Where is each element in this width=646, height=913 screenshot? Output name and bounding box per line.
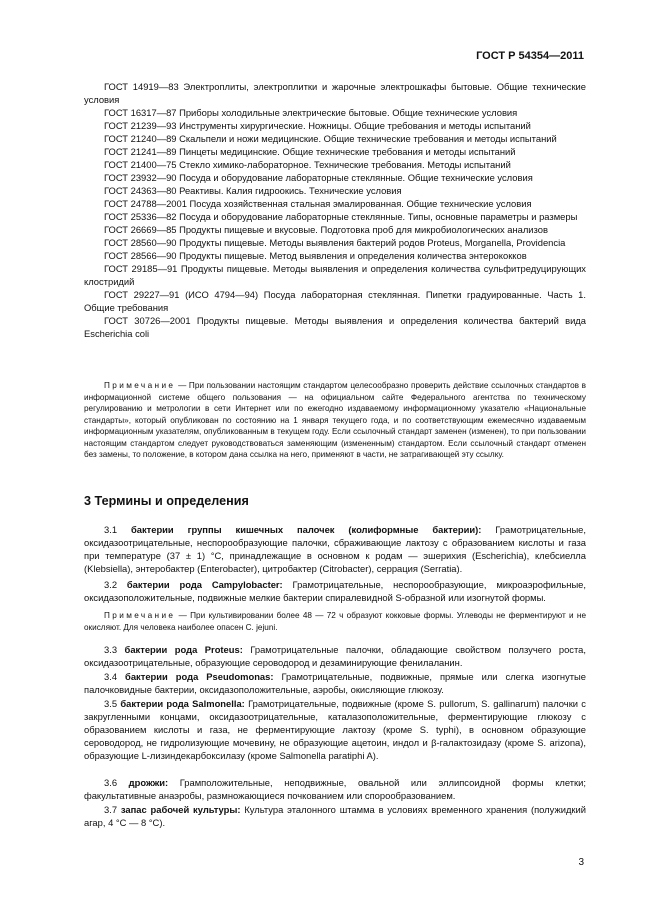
reference-item: ГОСТ 29185—91 Продукты пищевые. Методы выявления и определения количества сульфитредуцирующих клостридий <box>84 263 586 287</box>
definition-3-2 <box>84 578 586 604</box>
note-text: — При культивировании более 48 — 72 ч образуют кокковые формы. Углеводы не ферментируют и не окисляют. Для человека наиболее опасен C. jejuni. <box>84 611 586 632</box>
definition-term: бактерии рода Proteus: <box>124 644 243 655</box>
reference-item: ГОСТ 16317—87 Приборы холодильные электрические бытовые. Общие технические условия <box>104 107 518 118</box>
definition-term: бактерии рода Salmonella: <box>120 698 245 709</box>
definition-text: Грамположительные, неподвижные, овальной или эллипсоидной формы клетки; факультативные анаэробы, размножающиеся почкованием или спорообразованием. <box>84 777 587 801</box>
definition-text: Грамотрицательные, неспорообразующие, микроаэрофильные, оксидазоположительные, подвижные мелкие бактерии спиралевидной S-образной или изогнутой формы. <box>84 579 587 603</box>
reference-item: ГОСТ 24788—2001 Посуда хозяйственная стальная эмалированная. Общие технические условия <box>104 198 532 209</box>
definition-number: 3.2 <box>104 579 118 590</box>
definition-number: 3.5 <box>104 698 118 709</box>
reference-item: ГОСТ 29227—91 (ИСО 4794—94) Посуда лабораторная стеклянная. Пипетки градуированные. Часть 1. Общие требования <box>84 289 586 313</box>
reference-item: ГОСТ 23932—90 Посуда и оборудование лабораторные стеклянные. Общие технические условия <box>104 172 533 183</box>
reference-item: ГОСТ 14919—83 Электроплиты, электроплитки и жарочные электрошкафы бытовые. Общие технические условия <box>84 81 586 105</box>
definition-text: Культура эталонного штамма в условиях временного хранения (полужидкий агар, 4 °С — 8 °С). <box>84 804 586 828</box>
campylobacter-note <box>84 610 586 633</box>
definition-number: 3.7 <box>104 804 118 815</box>
reference-item: ГОСТ 28560—90 Продукты пищевые. Методы выявления бактерий родов Proteus, Morganella, Providencia <box>104 237 566 248</box>
reference-item: ГОСТ 26669—85 Продукты пищевые и вкусовые. Подготовка проб для микробиологических анализов <box>104 224 548 235</box>
definition-text: Грамотрицательные палочки, обладающие свойством ползучего роста, оксидазоотрицательные, образующие сероводород и дезаминирующие фенилаланин. <box>84 644 586 668</box>
definition-text: Грамотрицательные, подвижные (кроме S. pullorum, S. gallinarum) палочки с закругленными концами, оксидазоотрицательные, каталазоположительные, ферментирующие глюкозу с образованием кислоты и газа, не ферментирующие лактозу (кроме S. typhi), в основном образующие сероводород, не гидролизующие мочевину, не образующие ацетоин, индол и β-галактозидазу (кроме S. arizona), образующие L-лизиндекарбоксилазу (кроме Salmonella paratiphi A). <box>84 698 586 761</box>
definition-term: бактерии рода Campylobacter: <box>126 579 283 590</box>
reference-item: ГОСТ 30726—2001 Продукты пищевые. Методы выявления и определения количества бактерий вида Escherichia coli <box>84 315 586 339</box>
definition-text: Грамотрицательные, оксидазоотрицательные, неспорообразующие палочки, сбраживающие лактозу с образованием кислоты и газа при температуре (37 ± 1) °С, принадлежащие в основном к родам — эшерихия (Escherichia), клебсиелла (Klebsiella), энтеробактер (Enterobacter), цитробактер (Citrobacter), серрация (Serratia). <box>84 524 586 574</box>
definition-term: бактерии группы кишечных палочек (колиформные бактерии): <box>130 524 482 535</box>
definition-3-4 <box>84 670 586 696</box>
note-label: Примечание <box>104 611 176 620</box>
document-id-header: ГОСТ Р 54354—2011 <box>476 50 584 62</box>
definition-text: Грамотрицательные, подвижные, прямые или слегка изогнутые палочковидные бактерии, оксидазоположительные, аэробы, окисляющие глюкозу. <box>84 671 587 695</box>
definition-number: 3.3 <box>104 644 118 655</box>
definition-number: 3.6 <box>104 777 118 788</box>
reference-item: ГОСТ 24363—80 Реактивы. Калия гидроокись. Технические условия <box>104 185 402 196</box>
reference-list <box>84 80 586 340</box>
reference-item: ГОСТ 21400—75 Стекло химико-лабораторное. Технические требования. Методы испытаний <box>104 159 511 170</box>
references-note <box>84 380 586 461</box>
definition-term: бактерии рода Pseudomonas: <box>125 671 274 682</box>
definition-term: дрожжи: <box>128 777 169 788</box>
reference-item: ГОСТ 21241—89 Пинцеты медицинские. Общие технические требования и методы испытаний <box>104 146 516 157</box>
page-number: 3 <box>578 857 584 868</box>
note-text: — При пользовании настоящим стандартом целесообразно проверить действие ссылочных стандартов в информационной системе общего пользования — на официальном сайте Федерального агентства по техническому регулированию и метрологии в сети Интернет или по ежегодно издаваемому информационному указателю «Национальные стандарты», который опубликован по состоянию на 1 января текущего года, и по соответствующим ежемесячно издаваемым информационным указателям, опубликованным в текущем году. Если ссылочный стандарт заменен (изменен), то при пользовании настоящим стандартом следует руководствоваться заменяющим (измененным) стандартом. Если ссылочный стандарт отменен без замены, то положение, в котором дана ссылка на него, применяют в части, не затрагивающей эту ссылку. <box>84 381 586 459</box>
reference-item: ГОСТ 21239—93 Инструменты хирургические. Ножницы. Общие требования и методы испытаний <box>104 120 531 131</box>
definition-term: запас рабочей культуры: <box>120 804 241 815</box>
note-label: Примечание <box>104 381 176 390</box>
section-title: 3 Термины и определения <box>84 494 249 508</box>
definition-3-5 <box>84 697 586 762</box>
reference-item: ГОСТ 21240—89 Скальпели и ножи медицинские. Общие технические требования и методы испытаний <box>104 133 557 144</box>
reference-item: ГОСТ 25336—82 Посуда и оборудование лабораторные стеклянные. Типы, основные параметры и размеры <box>104 211 578 222</box>
definition-number: 3.4 <box>104 671 118 682</box>
definition-3-1 <box>84 523 586 575</box>
definition-3-6 <box>84 776 586 802</box>
definition-3-7 <box>84 803 586 829</box>
definition-number: 3.1 <box>104 524 118 535</box>
reference-item: ГОСТ 28566—90 Продукты пищевые. Метод выявления и определения количества энтерококков <box>104 250 527 261</box>
definition-3-3 <box>84 643 586 669</box>
